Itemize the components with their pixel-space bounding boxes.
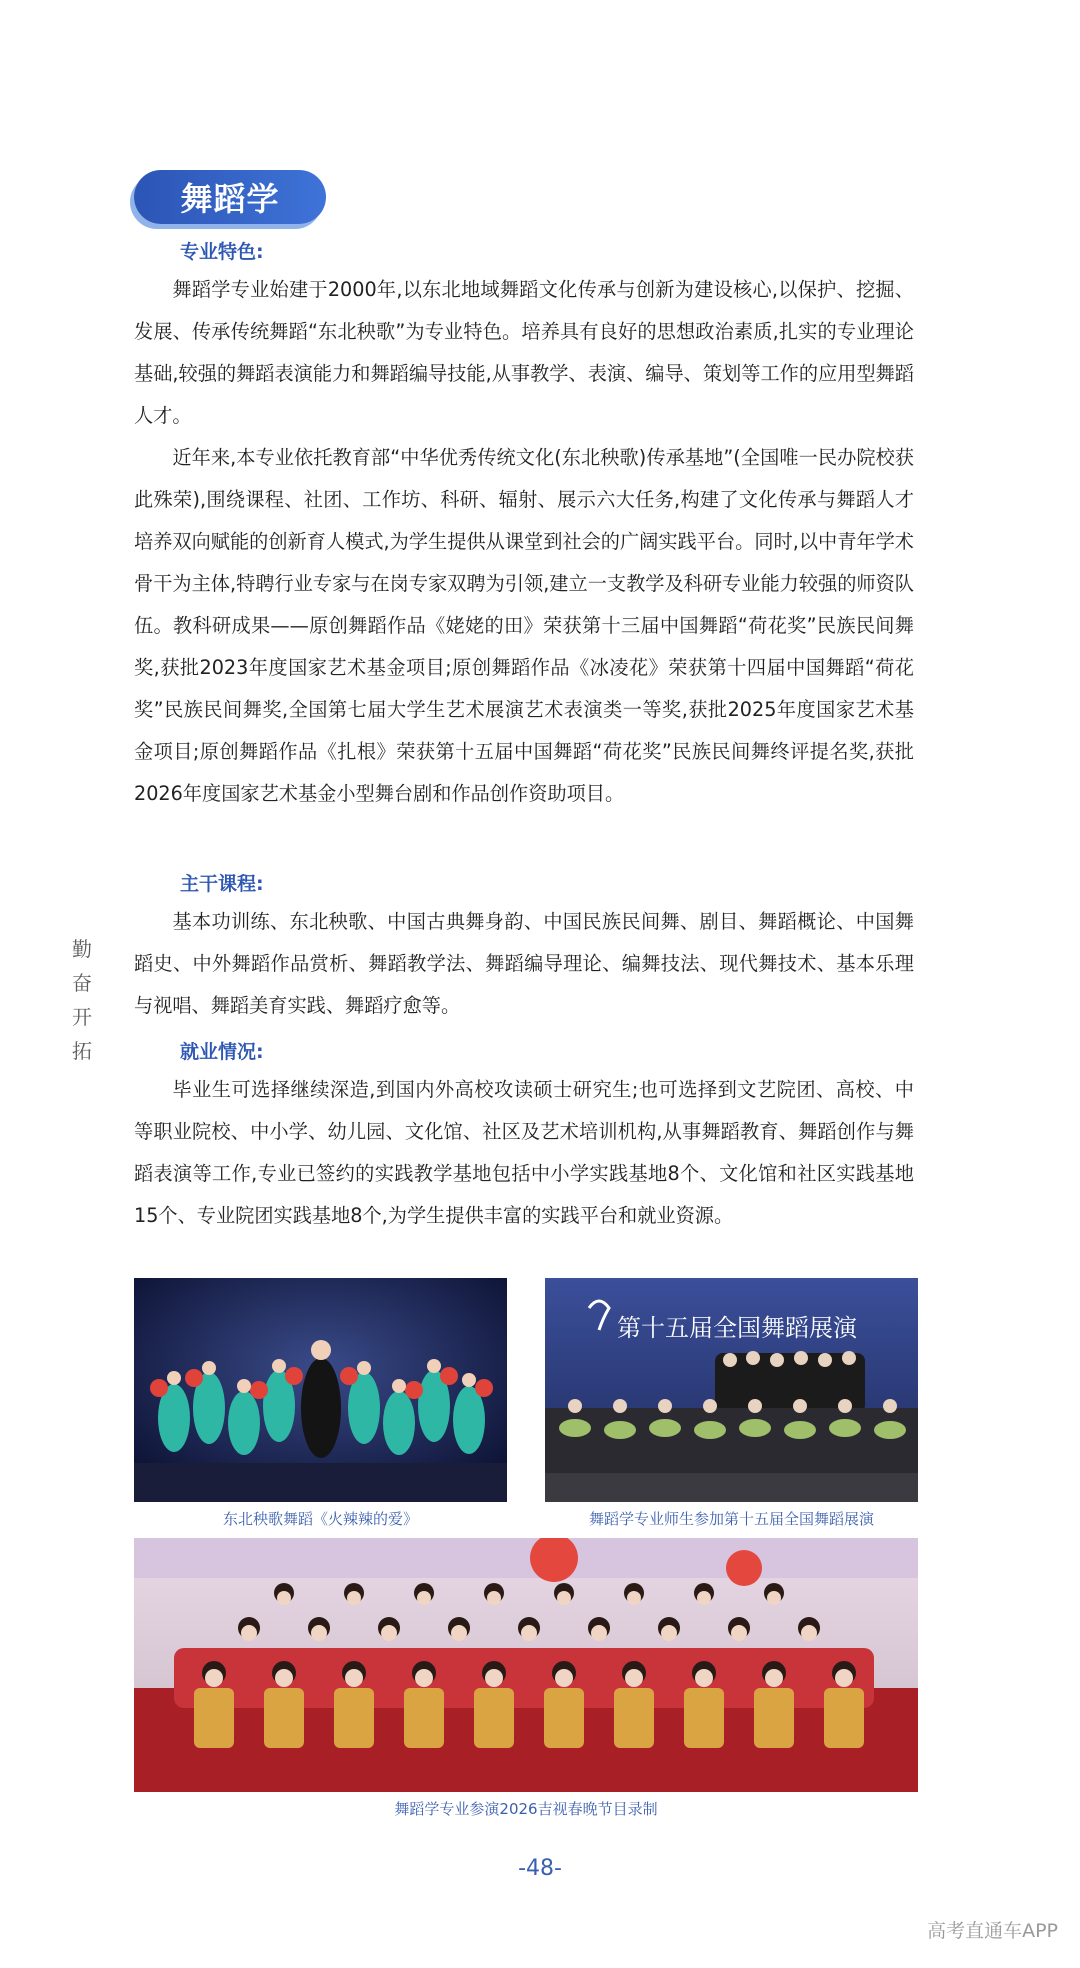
paragraph-features-2: 近年来,本专业依托教育部“中华优秀传统文化(东北秧歌)传承基地”(全国唯一民办院校获此殊荣),围绕课程、社团、工作坊、科研、辐射、展示六大任务,构建了文化传承与舞蹈人才培养双向赋能的创新育人模式,为学生提供从课堂到社会的广阔实践平台。同时,以中青年学术骨干为主体,特聘行业专家与在岗专家双聘为引领,建立一支教学及科研专业能力较强的师资队伍。教科研成果——原创舞蹈作品《姥姥的田》荣获第十三届中国舞蹈“荷花奖”民族民间舞奖,获批2023年度国家艺术基金项目;原创舞蹈作品《冰凌花》荣获第十四届中国舞蹈“荷花奖”民族民间舞奖,全国第七届大学生艺术展演艺术表演类一等奖,获批2025年度国家艺术基金项目;原创舞蹈作品《扎根》荣获第十五届中国舞蹈“荷花奖”民族民间舞终评提名奖,获批2026年度国家艺术基金小型舞台剧和作品创作资助项目。 [134, 446, 914, 805]
paragraph-courses: 基本功训练、东北秧歌、中国古典舞身韵、中国民族民间舞、剧目、舞蹈概论、中国舞蹈史、中外舞蹈作品赏析、舞蹈教学法、舞蹈编导理论、编舞技法、现代舞技术、基本乐理与视唱、舞蹈美育实践、舞蹈疗愈等。 [134, 910, 914, 1017]
section-title: 舞蹈学 [134, 170, 326, 224]
heading-employment: 就业情况: [180, 1041, 264, 1063]
photo-yangge-dance-image [134, 1278, 507, 1502]
watermark: 高考直通车APP [927, 1920, 1058, 1942]
photo-yangge-dance [134, 1278, 507, 1502]
paragraph-employment: 毕业生可选择继续深造,到国内外高校攻读硕士研究生;也可选择到文艺院团、高校、中等职业院校、中小学、幼儿园、文化馆、社区及艺术培训机构,从事舞蹈教育、舞蹈创作与舞蹈表演等工作,专业已签约的实践教学基地包括中小学实践基地8个、文化馆和社区实践基地15个、专业院团实践基地8个,为学生提供丰富的实践平台和就业资源。 [134, 1078, 914, 1227]
photo-yangge-dance-caption: 东北秧歌舞蹈《火辣辣的爱》 [222, 1510, 418, 1528]
paragraph-features-1: 舞蹈学专业始建于2000年,以东北地域舞蹈文化传承与创新为建设核心,以保护、挖掘、发展、传承传统舞蹈“东北秧歌”为专业特色。培养具有良好的思想政治素质,扎实的专业理论基础,较强的舞蹈表演能力和舞蹈编导技能,从事教学、表演、编导、策划等工作的应用型舞蹈人才。 [134, 278, 914, 427]
photo-spring-gala-caption: 舞蹈学专业参演2026吉视春晚节目录制 [394, 1800, 658, 1818]
exhibition-banner-text: 第十五届全国舞蹈展演 [617, 1314, 857, 1342]
page-number: -48- [518, 1856, 562, 1881]
heading-courses: 主干课程: [180, 873, 264, 895]
photo-spring-gala-image [134, 1538, 918, 1792]
side-calligraphy: 勤奋 开拓 [72, 937, 92, 1063]
photo-national-exhibition [545, 1278, 918, 1502]
photo-spring-gala [134, 1538, 918, 1792]
photo-national-exhibition-image [545, 1278, 918, 1502]
photo-national-exhibition-caption: 舞蹈学专业师生参加第十五届全国舞蹈展演 [588, 1510, 874, 1528]
heading-features: 专业特色: [180, 241, 264, 263]
